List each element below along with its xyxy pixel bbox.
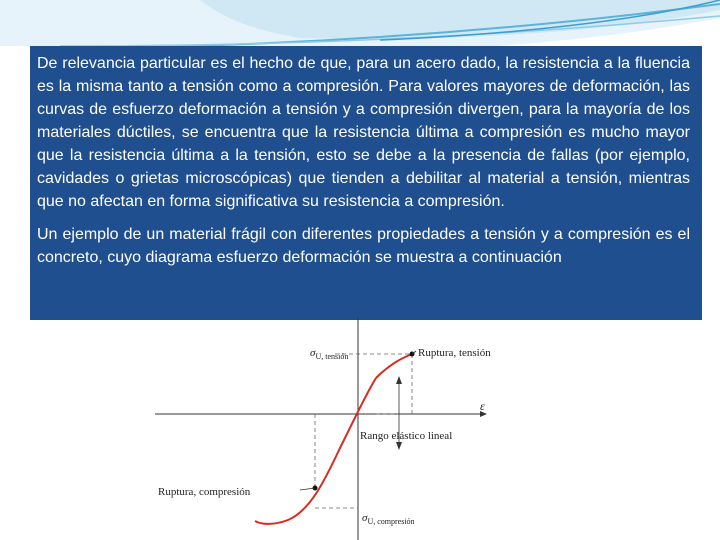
content-text-box <box>30 46 702 320</box>
rupture-compression-label: Ruptura, compresión <box>158 486 251 498</box>
strain-symbol-label: ε <box>480 399 485 413</box>
stress-strain-diagram <box>150 318 500 540</box>
tension-segment <box>376 354 412 378</box>
wave-band-mid <box>200 0 720 39</box>
elastic-range-label: Rango elástico lineal <box>360 430 453 442</box>
elastic-range-arrow-bottom <box>396 442 402 450</box>
paragraph-concrete-example: Un ejemplo de un material frágil con diferentes propiedades a tensión y a compresión es el concreto, cuyo diagrama esfuerzo deformación se muestra a continuación <box>37 226 690 266</box>
sigma-u-compression-label: $\sigma_{U, compresión}$ <box>362 512 415 526</box>
paragraph-steel-resistance: De relevancia particular es el hecho de que, para un acero dado, la resistencia a la fluencia es la misma tanto a tensión como a compresión. Para valores mayores de deformación, las curvas de esfuerzo deformación a tensión y a compresión divergen, para la mayoría de los materiales dúctiles, se encuentra que la resistencia última a compresión es mucho mayor que la resistencia última a la tensión, esto se debe a la presencia de fallas (por ejemplo, cavidades o grietas microscópicas) que tienden a debilitar al material a tensión, mientras que no afectan en forma significativa su resistencia a compresión. <box>37 55 690 210</box>
sigma-u-tension-label: $\sigma_{U, tensión}$ <box>310 347 349 361</box>
rupture-tension-label: Ruptura, tensión <box>418 347 491 359</box>
elastic-range-arrow-top <box>396 376 402 384</box>
